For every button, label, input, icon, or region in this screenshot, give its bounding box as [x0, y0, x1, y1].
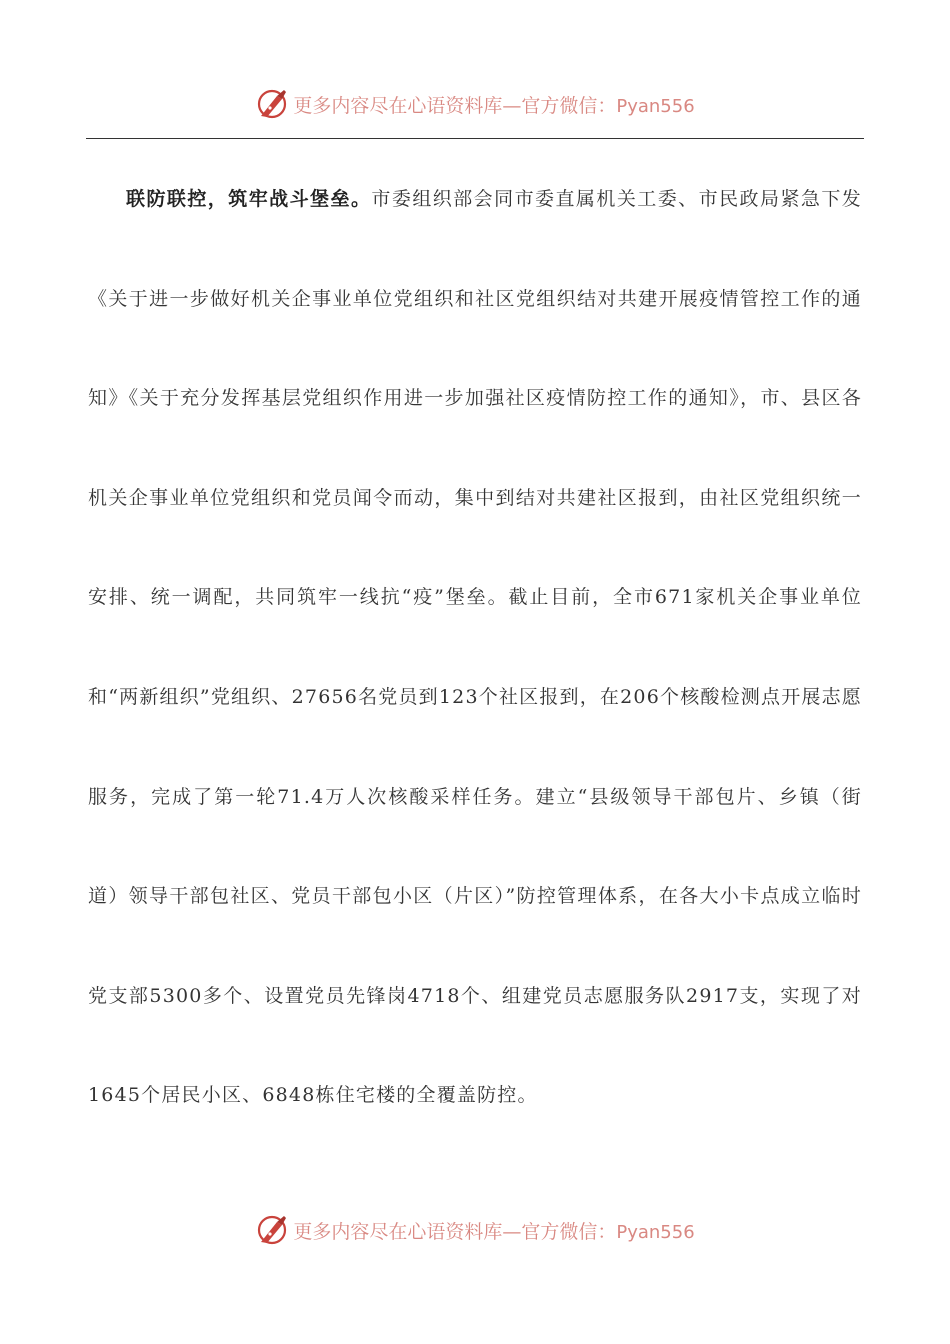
footer-banner-text: 更多内容尽在心语资料库—官方微信：Pyan556 — [293, 1220, 695, 1243]
header-banner-text: 更多内容尽在心语资料库—官方微信：Pyan556 — [293, 94, 695, 117]
header-banner — [0, 84, 950, 124]
wechat-id: Pyan556 — [616, 95, 695, 117]
document-paragraph — [88, 150, 862, 1146]
paragraph-body: 市委组织部会同市委直属机关工委、市民政局紧急下发《关于进一步做好机关企事业单位党组织和社区党组织结对共建开展疫情管控工作的通知》《关于充分发挥基层党组织作用进一步加强社区疫情防控工作的通知》，市、县区各机关企事业单位党组织和党员闻令而动，集中到结对共建社区报到，由社区党组织统一安排、统一调配，共同筑牢一线抗“疫”堡垒。截止目前，全市671家机关企事业单位和“两新组织”党组织、27656名党员到123个社区报到，在206个核酸检测点开展志愿服务，完成了第一轮71.4万人次核酸采样任务。建立“县级领导干部包片、乡镇（街道）领导干部包社区、党员干部包小区（片区）”防控管理体系，在各大小卡点成立临时党支部5300多个、设置党员先锋岗4718个、组建党员志愿服务队2917支，实现了对1645个居民小区、6848栋住宅楼的全覆盖防控。 — [88, 188, 863, 1107]
header-divider — [86, 138, 864, 139]
wechat-id: Pyan556 — [616, 1221, 695, 1243]
pen-nib-icon — [255, 1213, 289, 1247]
pen-nib-icon — [255, 87, 289, 121]
footer-banner — [0, 1210, 950, 1250]
paragraph-lead: 联防联控，筑牢战斗堡垒。 — [126, 188, 372, 210]
